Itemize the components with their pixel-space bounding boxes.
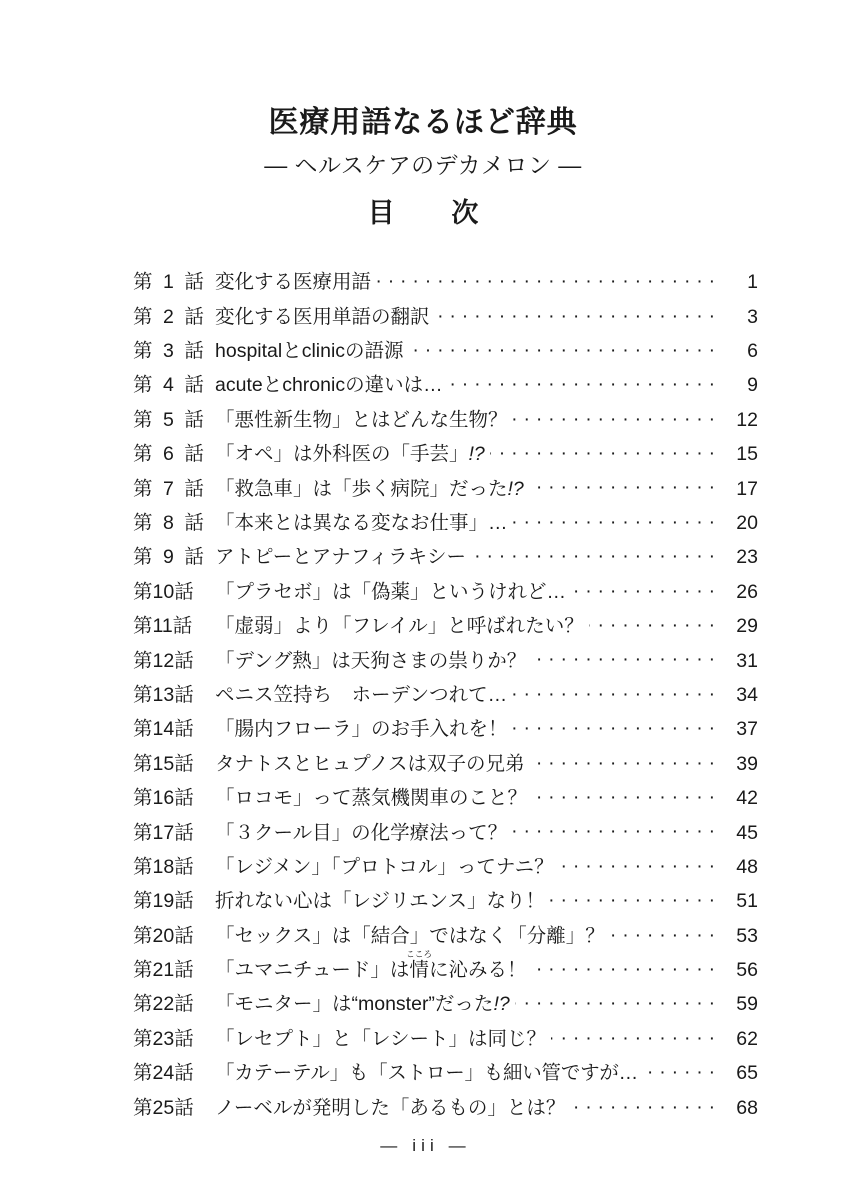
toc-entry[interactable] bbox=[133, 362, 758, 396]
toc-entry-label: 第25話 bbox=[133, 1096, 194, 1119]
toc-entry-title: 「カテーテル」も「ストロー」も細い管ですが… bbox=[215, 1062, 638, 1085]
toc-entry-label: 第 2 話 bbox=[133, 305, 207, 328]
toc-entry-label: 第 8 話 bbox=[133, 512, 207, 535]
toc-entry[interactable] bbox=[133, 327, 758, 361]
toc-heading: 目 次 bbox=[367, 198, 494, 229]
dot-leader bbox=[490, 445, 721, 465]
dot-leader bbox=[551, 1030, 721, 1050]
toc-entry-title: ペニス笠持ち ホーデンつれて… bbox=[215, 683, 508, 706]
dot-leader bbox=[610, 927, 721, 947]
toc-entry-label: 第 3 話 bbox=[133, 340, 207, 363]
toc-entry[interactable] bbox=[133, 705, 758, 739]
toc-entry-title: 「レジメン」「プロトコル」ってナニ？ bbox=[215, 855, 554, 878]
dot-leader bbox=[409, 342, 721, 362]
toc-entry-label: 第11話 bbox=[133, 615, 193, 638]
toc-entry-title: 変化する医療用語 bbox=[215, 271, 372, 294]
toc-entry-label: 第16話 bbox=[133, 787, 194, 810]
dot-leader bbox=[559, 858, 721, 878]
toc-entry-label: 第 1 話 bbox=[133, 271, 207, 294]
toc-entry[interactable] bbox=[133, 293, 758, 327]
dot-leader bbox=[448, 376, 721, 396]
toc-entry[interactable] bbox=[133, 499, 758, 533]
toc-entry-title: 「ユマニチュード」は情こころに沁みる！ bbox=[215, 949, 527, 982]
toc-entry-title: 「３クール目」の化学療法って？ bbox=[215, 821, 508, 844]
toc-entry-label: 第12話 bbox=[133, 649, 194, 672]
toc-entry-title: 「腸内フローラ」のお手入れを！ bbox=[215, 718, 508, 741]
toc-entry-page-number: 1 bbox=[747, 271, 758, 294]
toc-entry-label: 第 5 話 bbox=[133, 408, 207, 431]
toc-entry-label: 第18話 bbox=[133, 855, 194, 878]
dot-leader bbox=[435, 308, 721, 328]
toc-entry-page-number: 42 bbox=[736, 787, 758, 810]
toc-entry[interactable] bbox=[133, 946, 758, 980]
toc-entry-title: 「悪性新生物」とはどんな生物？ bbox=[215, 408, 508, 431]
ruby-text: こころ bbox=[406, 949, 433, 960]
toc-entry-title: hospitalとclinicの語源 bbox=[215, 340, 404, 363]
toc-entry-title: 「プラセボ」は「偽薬」というけれど… bbox=[215, 580, 567, 603]
emphasis-mark: !? bbox=[507, 477, 524, 500]
toc-entry-page-number: 45 bbox=[736, 821, 758, 844]
toc-entry[interactable] bbox=[133, 568, 758, 602]
toc-entry[interactable] bbox=[133, 602, 758, 636]
toc-entry-page-number: 37 bbox=[736, 718, 758, 741]
toc-entry-title: 「セックス」は「結合」ではなく「分離」？ bbox=[215, 924, 605, 947]
toc-entry-label: 第10話 bbox=[133, 580, 194, 603]
dot-leader bbox=[513, 411, 721, 431]
dot-leader bbox=[512, 824, 721, 844]
page-number-footer: — iii — bbox=[380, 1136, 471, 1155]
toc-entry-title: 「虚弱」より「フレイル」と呼ばれたい？ bbox=[215, 615, 584, 638]
toc-entry-page-number: 59 bbox=[736, 993, 758, 1016]
book-subtitle: ― ヘルスケアのデカメロン ― bbox=[264, 151, 582, 178]
toc-entry-title: 「レセプト」と「レシート」は同じ？ bbox=[215, 1027, 547, 1050]
toc-entry-page-number: 53 bbox=[736, 924, 758, 947]
toc-entry-page-number: 48 bbox=[736, 855, 758, 878]
page-header bbox=[0, 0, 846, 230]
toc-entry-page-number: 51 bbox=[736, 890, 758, 913]
toc-entry-title: 「ロコモ」って蒸気機関車のこと？ bbox=[215, 787, 528, 810]
toc-entry[interactable] bbox=[133, 671, 758, 705]
emphasis-mark: !? bbox=[493, 993, 510, 1016]
dot-leader bbox=[532, 789, 721, 809]
toc-entry[interactable] bbox=[133, 981, 758, 1015]
emphasis-mark: !? bbox=[468, 443, 485, 466]
toc-entry-label: 第17話 bbox=[133, 821, 194, 844]
toc-entry-page-number: 20 bbox=[736, 512, 758, 535]
toc-entry[interactable] bbox=[133, 1015, 758, 1049]
toc-entry-page-number: 26 bbox=[736, 580, 758, 603]
dot-leader bbox=[515, 995, 721, 1015]
toc-entry-title: ノーベルが発明した「あるもの」とは？ bbox=[215, 1096, 566, 1119]
toc-entry[interactable] bbox=[133, 1049, 758, 1083]
toc-entry-page-number: 39 bbox=[736, 752, 758, 775]
toc-entry[interactable] bbox=[133, 637, 758, 671]
toc-entry-title: タナトスとヒュプノスは双子の兄弟 bbox=[215, 752, 525, 775]
dot-leader bbox=[571, 583, 721, 603]
toc-entry-page-number: 62 bbox=[736, 1027, 758, 1050]
ruby-annotation: 情こころ bbox=[406, 949, 433, 982]
toc-entry-title: 「モニター」は“monster”だった!? bbox=[215, 993, 510, 1016]
toc-entry-label: 第20話 bbox=[133, 924, 194, 947]
toc-entry[interactable] bbox=[133, 774, 758, 808]
dot-leader bbox=[512, 686, 721, 706]
toc-entry-page-number: 12 bbox=[736, 408, 758, 431]
dot-leader bbox=[531, 652, 721, 672]
toc-entry[interactable] bbox=[133, 1084, 758, 1118]
toc-entry-page-number: 15 bbox=[736, 443, 758, 466]
dot-leader bbox=[376, 273, 721, 293]
toc-entry-title: acuteとchronicの違いは… bbox=[215, 374, 443, 397]
toc-entry-page-number: 34 bbox=[736, 683, 758, 706]
toc-entry[interactable] bbox=[133, 465, 758, 499]
dot-leader bbox=[570, 1099, 721, 1119]
toc-entry-title: 折れない心は「レジリエンス」なり！ bbox=[215, 890, 546, 913]
toc-entry-label: 第22話 bbox=[133, 993, 194, 1016]
toc-entry-title: 「本来とは異なる変なお仕事」… bbox=[215, 512, 508, 535]
toc-entry-page-number: 56 bbox=[736, 959, 758, 982]
toc-entry[interactable] bbox=[133, 430, 758, 464]
toc-entry[interactable] bbox=[133, 809, 758, 843]
toc-entry-label: 第19話 bbox=[133, 890, 194, 913]
toc-entry-page-number: 6 bbox=[747, 340, 758, 363]
toc-entry-title: 「救急車」は「歩く病院」だった!? bbox=[215, 477, 524, 500]
toc-entry-label: 第24話 bbox=[133, 1062, 194, 1085]
toc-entry-page-number: 65 bbox=[736, 1062, 758, 1085]
toc-entry[interactable] bbox=[133, 740, 758, 774]
toc-entry[interactable] bbox=[133, 396, 758, 430]
toc-entry[interactable] bbox=[133, 534, 758, 568]
toc-entry[interactable] bbox=[133, 843, 758, 877]
toc-entry-title: 「デング熱」は天狗さまの祟りか？ bbox=[215, 649, 527, 672]
dot-leader bbox=[589, 617, 721, 637]
dot-leader bbox=[513, 720, 721, 740]
toc-entry-label: 第13話 bbox=[133, 683, 194, 706]
dot-leader bbox=[471, 548, 721, 568]
toc-entry-page-number: 68 bbox=[736, 1096, 758, 1119]
toc-entry-label: 第 9 話 bbox=[133, 546, 207, 569]
toc-entry-label: 第14話 bbox=[133, 718, 194, 741]
toc-entry-label: 第 6 話 bbox=[133, 443, 207, 466]
dot-leader bbox=[529, 480, 721, 500]
toc-entry[interactable] bbox=[133, 912, 758, 946]
toc-entry-title: 変化する医用単語の翻訳 bbox=[215, 305, 430, 328]
toc-entry-page-number: 17 bbox=[736, 477, 758, 500]
dot-leader bbox=[529, 755, 721, 775]
toc-entry-label: 第 7 話 bbox=[133, 477, 207, 500]
book-title: 医療用語なるほど辞典 bbox=[268, 106, 578, 139]
dot-leader bbox=[513, 514, 721, 534]
toc-entry-page-number: 3 bbox=[747, 305, 758, 328]
table-of-contents bbox=[0, 258, 846, 1118]
toc-entry[interactable] bbox=[133, 877, 758, 911]
toc-entry[interactable] bbox=[133, 258, 758, 292]
toc-entry-page-number: 9 bbox=[747, 374, 758, 397]
toc-entry-page-number: 23 bbox=[736, 546, 758, 569]
toc-entry-title: アトピーとアナフィラキシー bbox=[215, 546, 466, 569]
toc-entry-title: 「オペ」は外科医の「手芸」!? bbox=[215, 443, 485, 466]
toc-entry-label: 第23話 bbox=[133, 1027, 194, 1050]
dot-leader bbox=[550, 892, 721, 912]
toc-entry-page-number: 31 bbox=[736, 649, 758, 672]
toc-entry-page-number: 29 bbox=[736, 615, 758, 638]
dot-leader bbox=[643, 1064, 721, 1084]
toc-entry-label: 第 4 話 bbox=[133, 374, 207, 397]
dot-leader bbox=[531, 961, 721, 981]
toc-entry-label: 第15話 bbox=[133, 752, 194, 775]
toc-entry-label: 第21話 bbox=[133, 959, 194, 982]
